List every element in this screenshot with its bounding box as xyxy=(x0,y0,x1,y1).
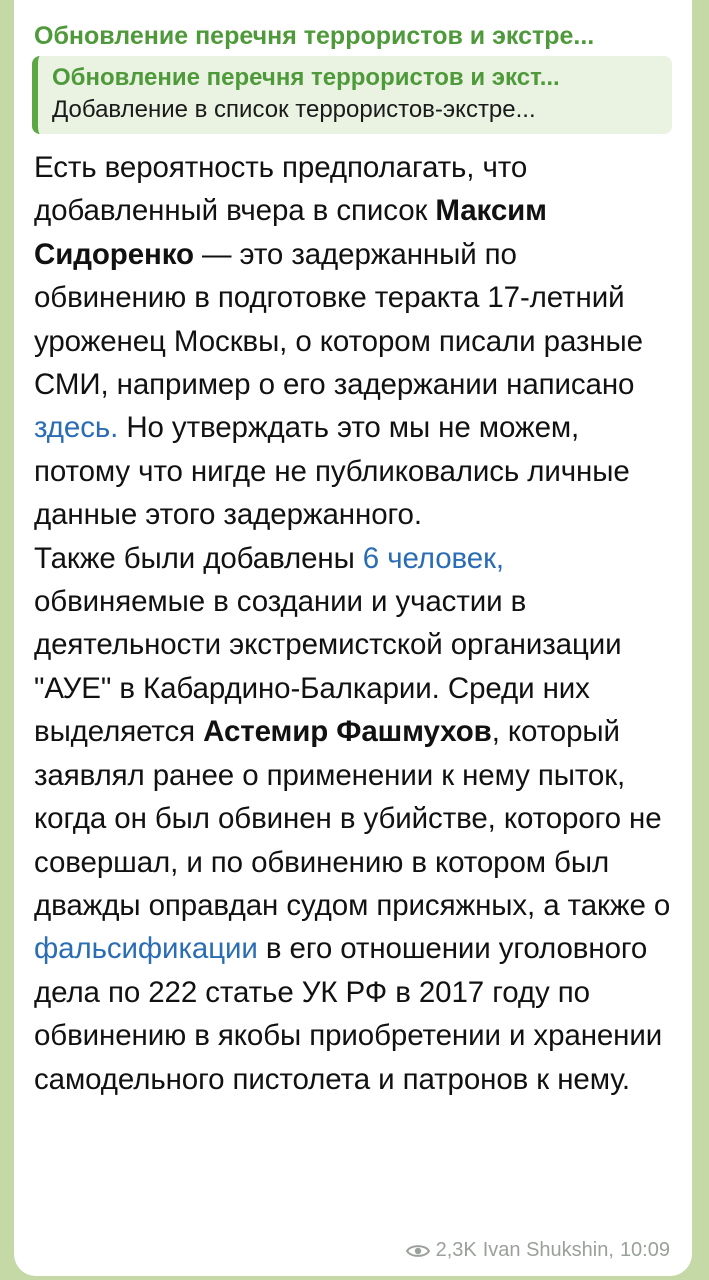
bold-name-sidorenko: Максим Сидоренко xyxy=(34,194,547,271)
bold-name-fashmukhov: Астемир Фашмухов xyxy=(203,715,492,749)
message-time: 10:09 xyxy=(619,1239,670,1261)
message-text xyxy=(34,146,674,1101)
text-span: Есть вероятность предполагать, что добавленный вчера в список xyxy=(34,151,528,228)
link-here[interactable]: здесь. xyxy=(34,411,119,445)
text-span: Но утверждать это мы не можем, потому что нигде не публиковались личные данные этого задержанного. xyxy=(34,411,630,532)
text-span: , который заявлял ранее о применении к нему пыток, когда он был обвинен в убийстве, которого не совершал, и по обвинению в котором был дважды оправдан судом присяжных, а также о xyxy=(34,715,671,922)
message-bubble xyxy=(14,0,692,1276)
text-span: обвиняемые в создании и участии в деятельности экстремистской организации "АУЕ" в Кабардино-Балкарии. Среди них выделяется xyxy=(34,585,622,749)
link-six-people[interactable]: 6 человек, xyxy=(362,541,504,575)
reply-text: Добавление в список террористов-экстре... xyxy=(52,96,536,123)
eye-icon xyxy=(406,1243,430,1259)
link-falsification[interactable]: фальсификации xyxy=(34,932,258,966)
reply-preview[interactable] xyxy=(32,56,672,134)
channel-title[interactable]: Обновление перечня террористов и экстре... xyxy=(34,22,595,50)
text-span: в его отношении уголовного дела по 222 статье УК РФ в 2017 году по обвинению в якобы приобретении и хранении самодельного пистолета и патронов к нему. xyxy=(34,932,663,1096)
text-span: — это задержанный по обвинению в подготовке теракта 17-летний уроженец Москвы, о котором писали разные СМИ, например о его задержании написано xyxy=(34,237,643,402)
text-span: Также были добавлены xyxy=(34,541,363,575)
author-name: Ivan Shukshin, xyxy=(482,1239,614,1261)
reply-title: Обновление перечня террористов и экст... xyxy=(52,64,560,91)
message-meta xyxy=(406,1239,670,1262)
views-count: 2,3K xyxy=(435,1239,477,1261)
